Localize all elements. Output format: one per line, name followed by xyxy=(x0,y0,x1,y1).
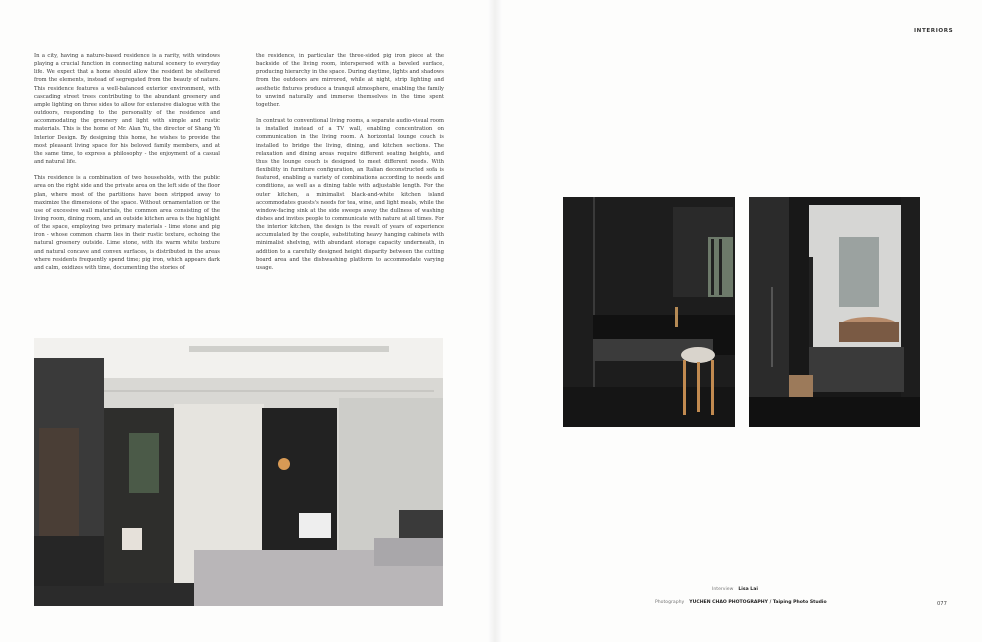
interview-credit xyxy=(712,587,758,592)
bedroom-photo xyxy=(34,338,443,606)
credit-label: Interview xyxy=(712,587,734,592)
credit-value: Lisa Lai xyxy=(738,587,758,592)
paragraph: the residence, in particular the three-sided pig iron piece at the backside of the living room, interspersed with a beveled surface, producing hierarchy in the space. During daytime, lights and shadows from the outdoors are mirrored, while at night, strip lighting and aesthetic fixtures produce a tranquil atmosphere, enabling the family to unwind naturally and immerse themselves in the time spent together. xyxy=(256,53,444,108)
text-column-left xyxy=(34,52,220,280)
paragraph: In a city, having a nature-based residence is a rarity, with windows playing a crucial function in connecting natural scenery to everyday life. We expect that a home should allow the resident be sheltered from the elements, instead of segregated from the beauty of nature. This residence features a well-balanced exterior environment, with cascading street trees contributing to the abundant greenery and ample lighting on three sides to allow for extensive dialogue with the outdoors, responding to the personality of the residence and accommodating the greenery and light with simple and rustic materials. This is the home of Mr. Alan Yu, the director of Shang Yü Interior Design. By designing this home, he wishes to provide the most pleasant living space for his beloved family members, and at the same time, to express a philosophy - the enjoyment of a casual and natural life. xyxy=(34,53,220,166)
credit-label: Photography xyxy=(655,600,685,605)
credit-value: YUCHEN CHAO PHOTOGRAPHY / Taiping Photo Studio xyxy=(689,600,827,605)
page-number: 077 xyxy=(937,601,947,607)
section-label: INTERIORS xyxy=(914,28,954,34)
paragraph: This residence is a combination of two households, with the public area on the right side and the private area on the left side of the floor plan, where most of the partitions have been stripped away to maximize the dimensions of the space. Without ornamentation or the use of excessive wall materials, the common area consisting of the living room, dining room, and an outside kitchen area is the highlight of the space, employing two primary materials - lime stone and pig iron - whose common charm lies in their rustic texture, echoing the natural greenery outside. Lime stone, with its warm white texture and natural concave and convex surfaces, is distributed in the areas where residents frequently spend time; pig iron, which appears dark and calm, oxidizes with time, documenting the stories of xyxy=(34,175,220,271)
page-gutter xyxy=(488,0,502,642)
photography-credit xyxy=(655,600,827,605)
text-column-right xyxy=(256,52,444,280)
bathroom-photo xyxy=(749,197,920,427)
kitchen-photo xyxy=(563,197,735,427)
paragraph: In contrast to conventional living rooms, a separate audio-visual room is installed instead of a TV wall, enabling concentration on communication in the living room. A horizontal lounge couch is installed to bridge the living, dining, and kitchen sections. The relaxation and dining areas require different seating heights, and thus the lounge couch is designed to meet different needs. With flexibility in furniture configuration, an Italian deconstructed sofa is featured, enabling a variety of combinations according to needs and conditions, as well as a dining table with adjustable length. For the outer kitchen, a minimalist black-and-white kitchen island accommodates guests's needs for tea, wine, and light meals, while the window-facing sink at the side sweeps away the dullness of washing dishes and invites people to communicate with nature at all times. For the interior kitchen, the design is the result of years of experience accumulated by the couple, substituting heavy hanging cabinets with minimalist shelving, with abundant storage capacity underneath, in addition to a carefully designed height disparity between the cutting board area and the dishwashing platform to accommodate varying usage. xyxy=(256,118,444,271)
